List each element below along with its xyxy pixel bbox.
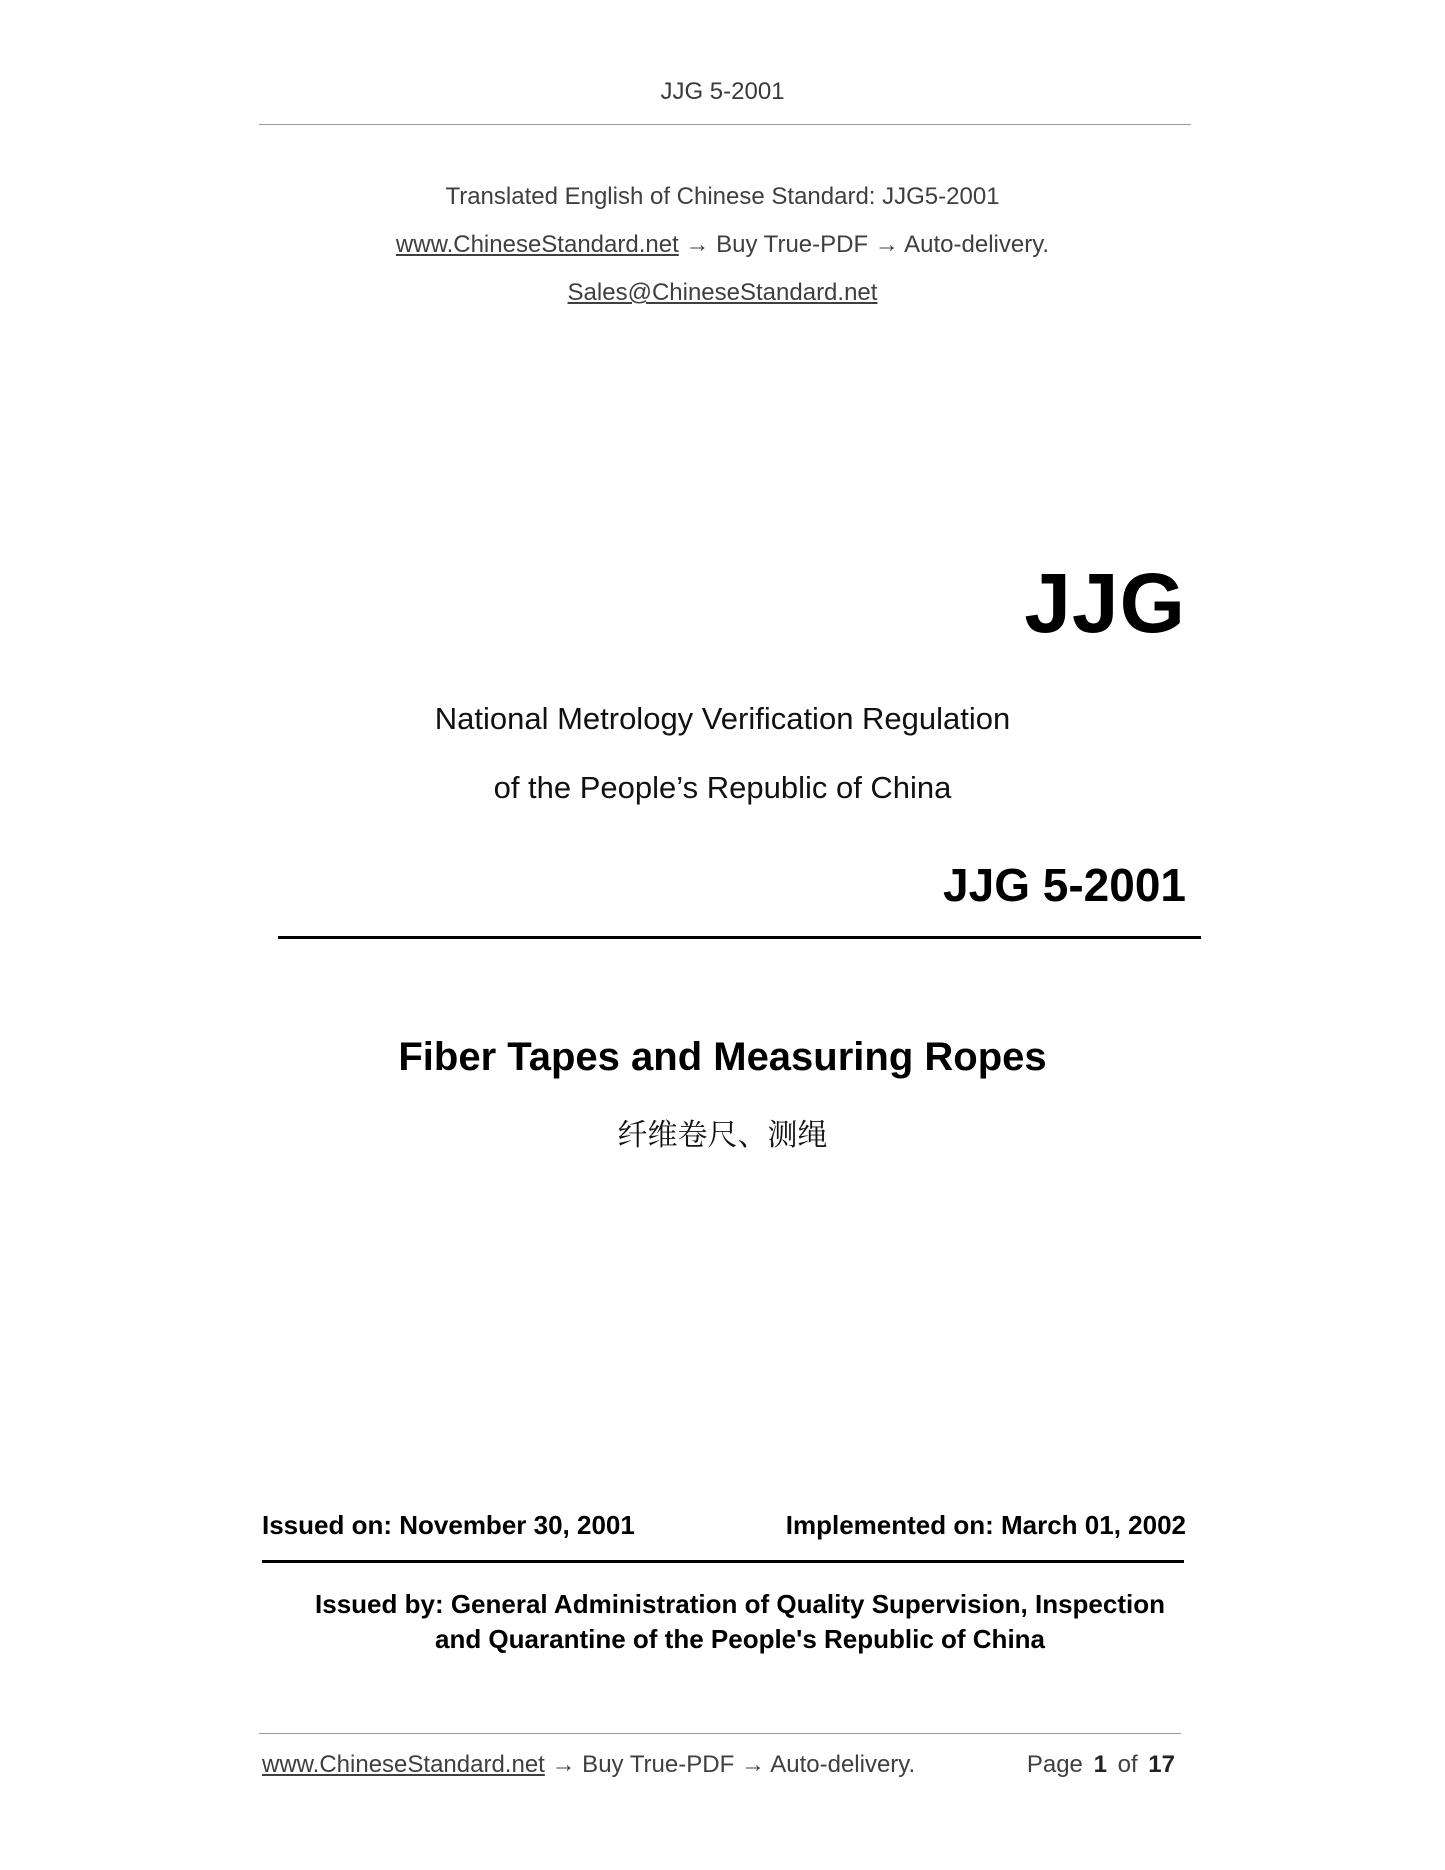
- issuing-authority-line-1: Issued by: General Administration of Quality Supervision, Inspection: [315, 1589, 1165, 1619]
- footer-divider: [259, 1733, 1181, 1734]
- footer-site-link[interactable]: www.ChineseStandard.net: [262, 1751, 545, 1778]
- issued-on-date: Issued on: November 30, 2001: [262, 1510, 635, 1540]
- implemented-on-date: Implemented on: March 01, 2002: [785, 1510, 1186, 1540]
- page-total: 17: [1148, 1751, 1175, 1778]
- issuing-authority: [280, 1587, 1200, 1657]
- page-indicator: [1027, 1751, 1175, 1779]
- promo-email-line: [0, 279, 1445, 307]
- issuing-authority-line-2: and Quarantine of the People's Republic of China: [434, 1624, 1046, 1654]
- document-title-chinese: 纤维卷尺、测绳: [617, 1119, 828, 1152]
- regulation-line-2: of the People’s Republic of China: [493, 770, 952, 805]
- dates-divider: [262, 1560, 1184, 1563]
- promo-translation-note: Translated English of Chinese Standard: JJG5-2001: [445, 183, 1000, 210]
- footer-promo: [262, 1751, 915, 1779]
- page-of: of: [1117, 1751, 1138, 1778]
- footer-purchase-text: → Buy True-PDF → Auto-delivery.: [551, 1751, 916, 1778]
- series-mark: JJG: [1024, 556, 1186, 650]
- promo-purchase-line: [0, 231, 1445, 259]
- page-label: Page: [1026, 1751, 1083, 1778]
- header-divider: [259, 124, 1191, 125]
- code-divider: [278, 936, 1201, 939]
- regulation-line-1: National Metrology Verification Regulation: [434, 701, 1011, 736]
- promo-email-link[interactable]: Sales@ChineseStandard.net: [567, 279, 878, 306]
- promo-purchase-text: → Buy True-PDF → Auto-delivery.: [685, 231, 1050, 258]
- standard-code: JJG 5-2001: [943, 859, 1186, 911]
- running-header: JJG 5-2001: [660, 78, 785, 105]
- document-title: Fiber Tapes and Measuring Ropes: [398, 1035, 1047, 1079]
- promo-site-link[interactable]: www.ChineseStandard.net: [395, 231, 679, 258]
- page-current: 1: [1093, 1751, 1107, 1778]
